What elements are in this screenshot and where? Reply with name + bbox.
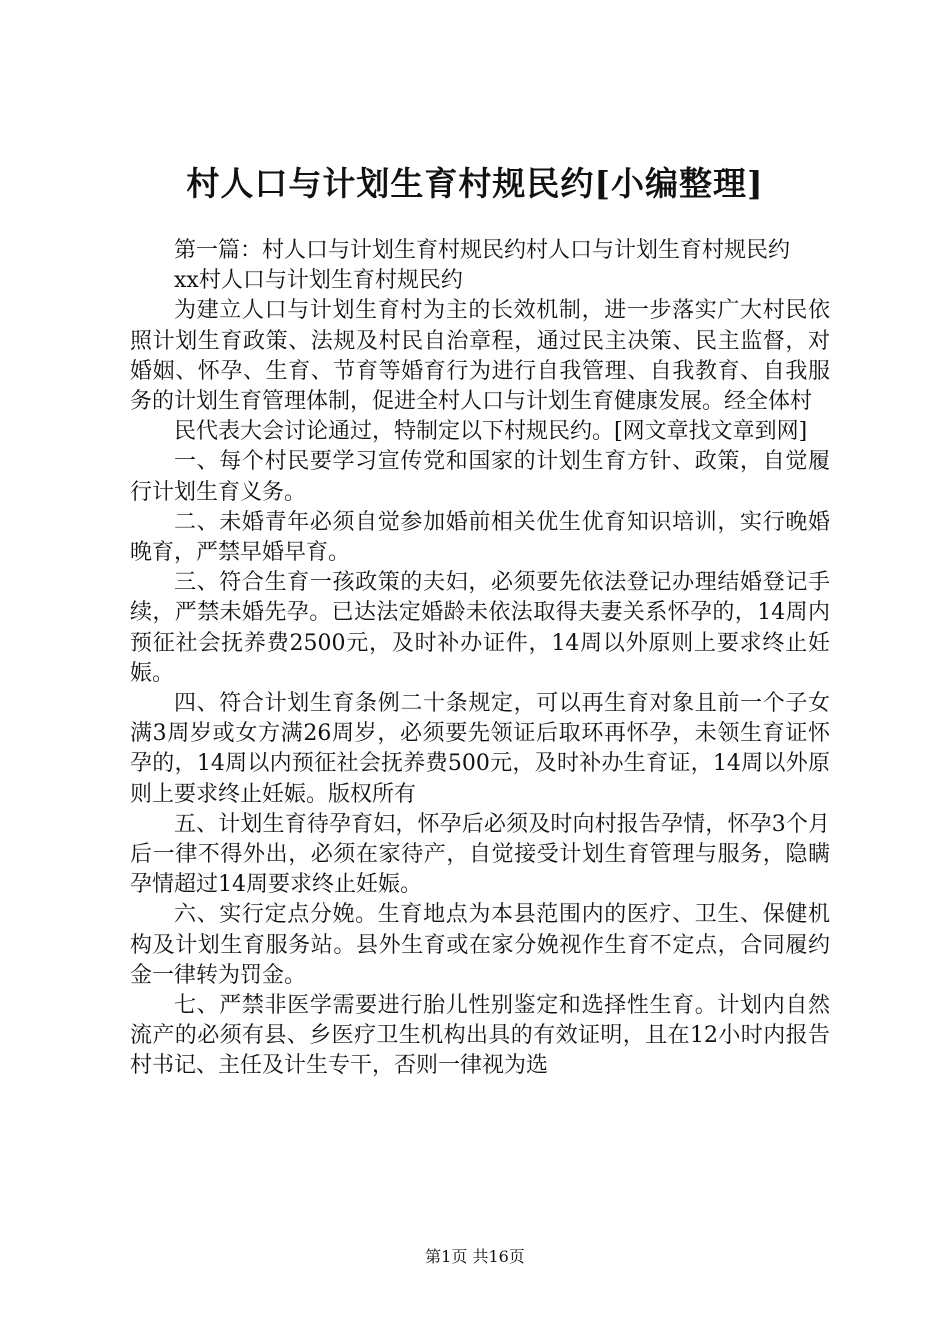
paragraph-preamble: 为建立人口与计划生育村为主的长效机制，进一步落实广大村民依照计划生育政策、法规及村民自治章程，通过民主决策、民主监督，对婚姻、怀孕、生育、节育等婚育行为进行自我管理、自我教育、自我服务的计划生育管理体制，促进全村人口与计划生育健康发展。经全体村 [130, 298, 830, 415]
page-number-footer: 第1页 共16页 [425, 1247, 525, 1266]
document-body [130, 236, 830, 1082]
paragraph-intro-heading: 第一篇：村人口与计划生育村规民约村人口与计划生育村规民约 [174, 238, 791, 263]
paragraph-article-5: 五、计划生育待孕育妇，怀孕后必须及时向村报告孕情，怀孕3个月后一律不得外出，必须在家待产，自觉接受计划生育管理与服务，隐瞒孕情超过14周要求终止妊娠。 [130, 811, 830, 898]
paragraph-article-1: 一、每个村民要学习宣传党和国家的计划生育方针、政策，自觉履行计划生育义务。 [130, 449, 830, 505]
paragraph-article-2: 二、未婚青年必须自觉参加婚前相关优生优育知识培训，实行晚婚晚育，严禁早婚早育。 [130, 509, 830, 566]
paragraph-article-4: 四、符合计划生育条例二十条规定，可以再生育对象且前一个子女满3周岁或女方满26周岁，必须要先领证后取环再怀孕，未领生育证怀孕的，14周以内预征社会抚养费500元，及时补办生育证，14周以外原则上要求终止妊娠。版权所有 [130, 691, 830, 807]
paragraph-article-7: 七、严禁非医学需要进行胎儿性别鉴定和选择性生育。计划内自然流产的必须有县、乡医疗卫生机构出具的有效证明，且在12小时内报告村书记、主任及计生专干，否则一律视为选 [130, 993, 830, 1079]
document-title: 村人口与计划生育村规民约[小编整理] [186, 164, 764, 203]
paragraph-preamble-cont: 民代表大会讨论通过，特制定以下村规民约。[网文章找文章到网] [174, 419, 808, 445]
paragraph-article-3: 三、符合生育一孩政策的夫妇，必须要先依法登记办理结婚登记手续，严禁未婚先孕。已达法定婚龄未依法取得夫妻关系怀孕的，14周内预征社会抚养费2500元，及时补办证件，14周以外原则上要求终止妊娠。 [130, 570, 830, 686]
paragraph-article-6: 六、实行定点分娩。生育地点为本县范围内的医疗、卫生、保健机构及计划生育服务站。县外生育或在家分娩视作生育不定点，合同履约金一律转为罚金。 [130, 902, 830, 988]
paragraph-subtitle: xx村人口与计划生育村规民约 [174, 268, 463, 294]
